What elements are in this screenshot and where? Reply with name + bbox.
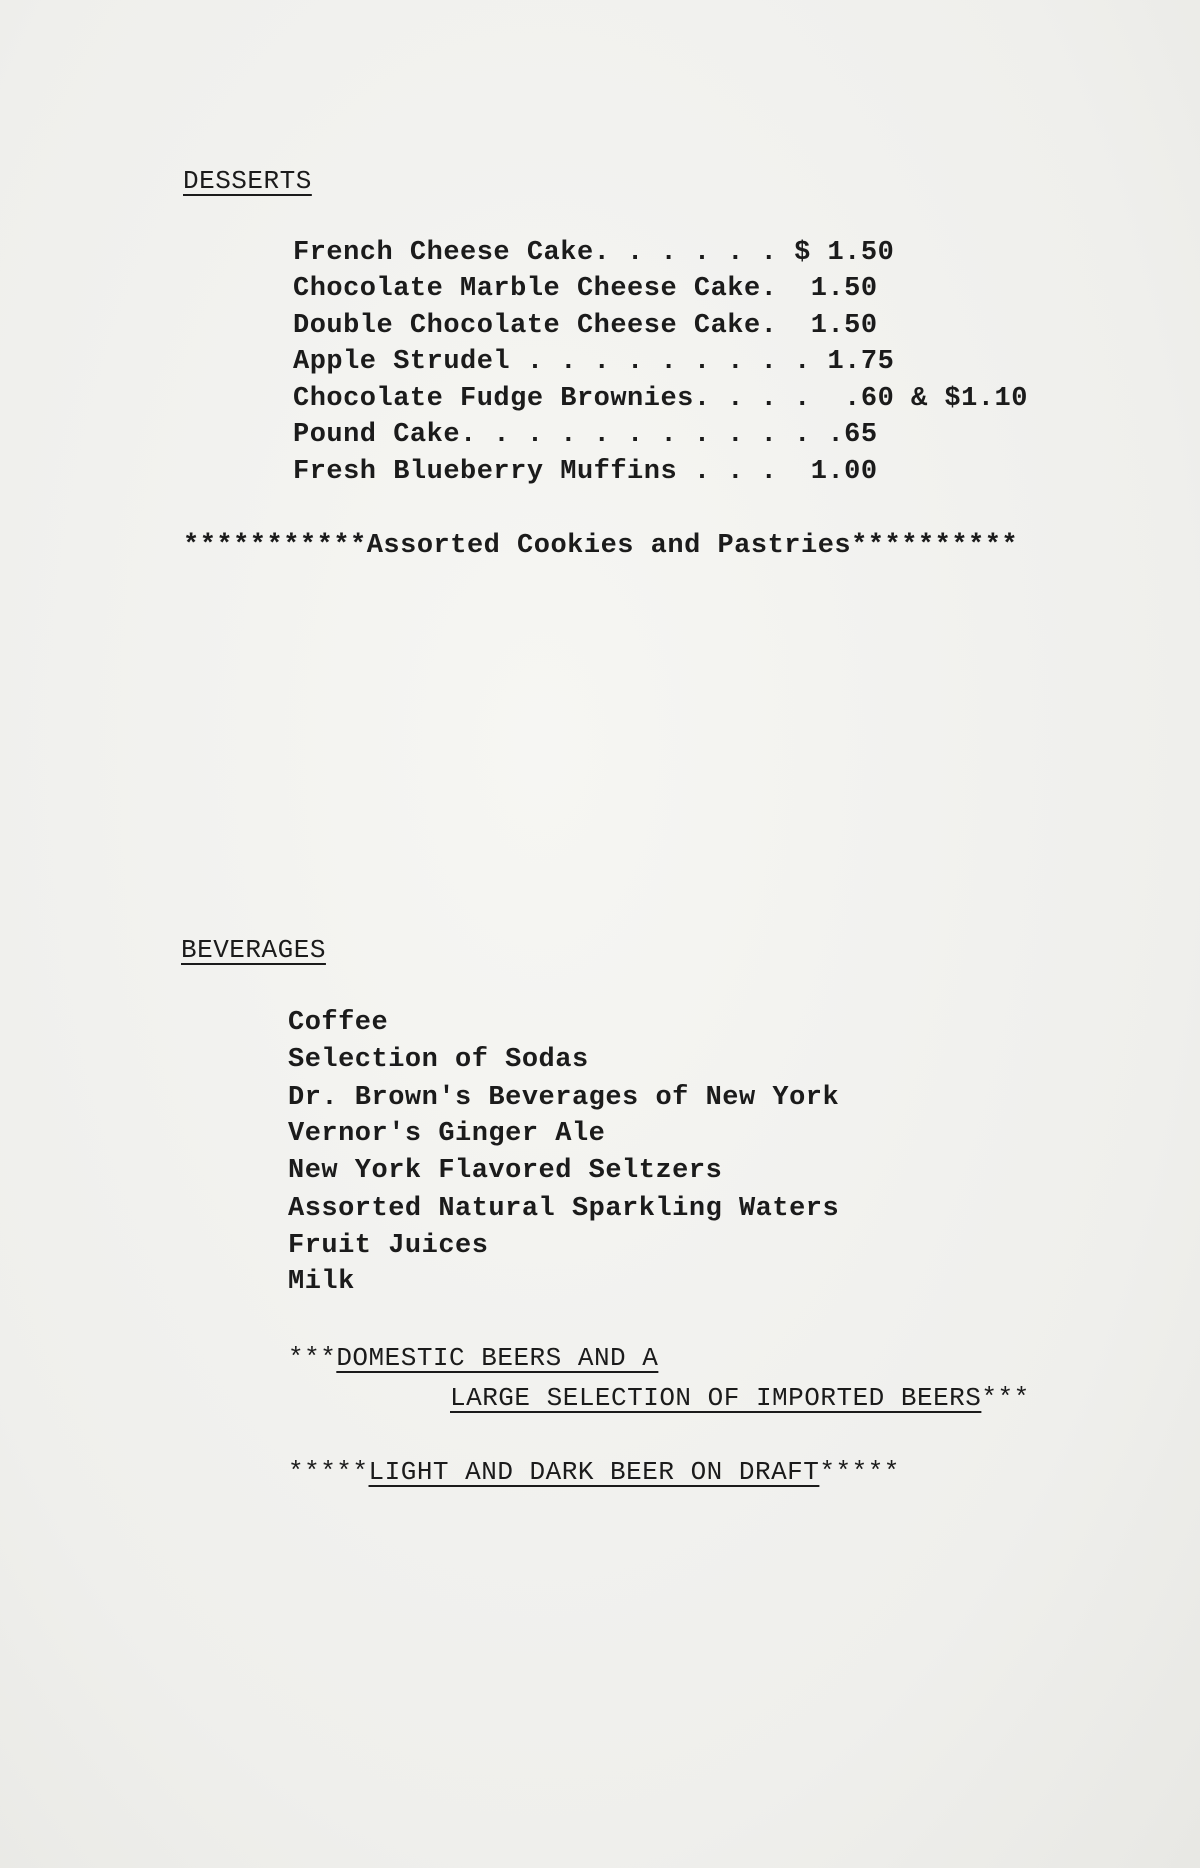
imported-beers-note	[450, 1383, 1030, 1413]
draft-beer-text: LIGHT AND DARK BEER ON DRAFT	[368, 1457, 820, 1487]
beverage-item: Coffee	[288, 1008, 389, 1038]
asterisks: *****	[288, 1457, 369, 1487]
beverage-item: New York Flavored Seltzers	[288, 1156, 723, 1186]
asterisks: *****	[819, 1457, 900, 1487]
domestic-beers-text: DOMESTIC BEERS AND A	[336, 1343, 659, 1373]
dessert-item: Apple Strudel . . . . . . . . . 1.75	[293, 347, 895, 377]
beverage-item: Assorted Natural Sparkling Waters	[288, 1194, 840, 1224]
dessert-item: Chocolate Marble Cheese Cake. 1.50	[293, 274, 878, 304]
asterisks: ***	[288, 1343, 337, 1373]
beverage-item: Fruit Juices	[288, 1231, 489, 1261]
beverage-item: Selection of Sodas	[288, 1045, 589, 1075]
dessert-item: French Cheese Cake. . . . . . $ 1.50	[293, 238, 895, 268]
imported-beers-text: LARGE SELECTION OF IMPORTED BEERS	[450, 1383, 982, 1413]
dessert-item: Chocolate Fudge Brownies. . . . .60 & $1.10	[293, 384, 1028, 414]
dessert-item: Fresh Blueberry Muffins . . . 1.00	[293, 457, 878, 487]
beverage-item: Vernor's Ginger Ale	[288, 1119, 606, 1149]
dessert-item: Double Chocolate Cheese Cake. 1.50	[293, 311, 878, 341]
asterisks: ***	[981, 1383, 1030, 1413]
desserts-heading: DESSERTS	[183, 166, 312, 196]
assorted-cookies-note: ***********Assorted Cookies and Pastries**********	[183, 531, 1019, 561]
beverages-heading: BEVERAGES	[181, 935, 326, 965]
beverage-item: Milk	[288, 1267, 355, 1297]
domestic-beers-note	[288, 1343, 658, 1373]
draft-beer-note	[288, 1457, 900, 1487]
dessert-item: Pound Cake. . . . . . . . . . . .65	[293, 420, 878, 450]
beverage-item: Dr. Brown's Beverages of New York	[288, 1083, 840, 1113]
